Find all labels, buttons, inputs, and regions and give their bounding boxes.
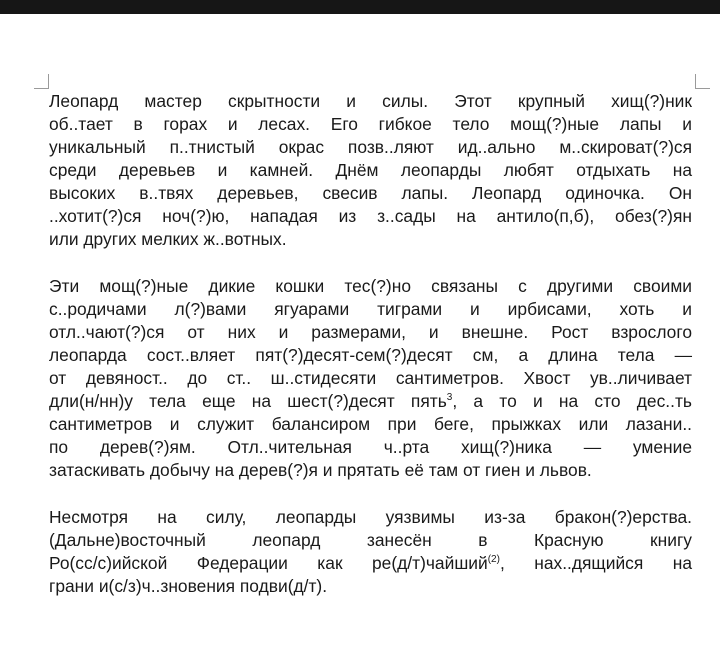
- text-line: [49, 413, 692, 436]
- text-line: [49, 275, 692, 298]
- paragraph-1: [49, 90, 692, 251]
- line-text: уникальный п..тнистый окрас позв..ляют ид..ально м..скироват(?)ся: [49, 137, 692, 157]
- line-text: среди деревьев и камней. Днём леопарды любят отдыхать на: [49, 160, 692, 180]
- footnote-marker: 3: [446, 392, 453, 404]
- page-corner-mark-top-left: [34, 74, 49, 89]
- line-text: Ро(сс/с)ийской Федерации как ре(д/т)чайший: [49, 553, 488, 573]
- line-text: с..родичами л(?)вами ягуарами тиграми и ирбисами, хоть и: [49, 299, 692, 319]
- line-text: или других мелких ж..вотных.: [49, 229, 287, 249]
- line-text: об..тает в горах и лесах. Его гибкое тело мощ(?)ные лапы и: [49, 114, 692, 134]
- line-text: сантиметров и служит балансиром при беге, прыжках или лазани..: [49, 414, 692, 434]
- line-text: Несмотря на силу, леопарды уязвимы из-за бракон(?)ерства.: [49, 507, 692, 527]
- text-line: [49, 529, 692, 552]
- text-line: [49, 552, 692, 575]
- text-line: [49, 367, 692, 390]
- line-text: леопарда сост..вляет пят(?)десят-сем(?)десят см, а длина тела —: [49, 345, 692, 365]
- text-line: [49, 506, 692, 529]
- paragraph-2: [49, 275, 692, 482]
- line-text: (Дальне)восточный леопард занесён в Красную книгу: [49, 530, 692, 550]
- text-line: [49, 182, 692, 205]
- line-text: Леопард мастер скрытности и силы. Этот крупный хищ(?)ник: [49, 91, 692, 111]
- line-text: по дерев(?)ям. Отл..чительная ч..рта хищ(?)ника — умение: [49, 437, 692, 457]
- text-line: [49, 228, 692, 251]
- line-text: ..хотит(?)ся ноч(?)ю, нападая из з..сады на антило(п,б), обез(?)ян: [49, 206, 692, 226]
- text-line: [49, 298, 692, 321]
- line-text-continued: , нах..дящийся на: [499, 553, 692, 573]
- line-text: отл..чают(?)ся от них и размерами, и внешне. Рост взрослого: [49, 322, 692, 342]
- paragraph-3: [49, 506, 692, 598]
- text-line: [49, 321, 692, 344]
- footnote-marker: (2): [487, 554, 500, 566]
- text-line: [49, 390, 692, 413]
- text-line: [49, 459, 692, 482]
- text-line: [49, 205, 692, 228]
- line-text-continued: , а то и на сто дес..ть: [452, 391, 692, 411]
- line-text: от девяност.. до ст.. ш..стидесяти сантиметров. Хвост ув..личивает: [49, 368, 692, 388]
- text-line: [49, 436, 692, 459]
- page-corner-mark-top-right: [695, 74, 710, 89]
- text-line: [49, 90, 692, 113]
- text-line: [49, 159, 692, 182]
- line-text: высоких в..твях деревьев, свесив лапы. Леопард одиночка. Он: [49, 183, 692, 203]
- top-bar: [0, 0, 720, 14]
- text-line: [49, 575, 692, 598]
- text-line: [49, 113, 692, 136]
- line-text: Эти мощ(?)ные дикие кошки тес(?)но связаны с другими своими: [49, 276, 692, 296]
- line-text: грани и(с/з)ч..зновения подви(д/т).: [49, 576, 328, 596]
- document-body: [49, 90, 692, 622]
- text-line: [49, 136, 692, 159]
- text-line: [49, 344, 692, 367]
- line-text: дли(н/нн)у тела еще на шест(?)десят пять: [49, 391, 447, 411]
- line-text: затаскивать добычу на дерев(?)я и прятать её там от гиен и львов.: [49, 460, 592, 480]
